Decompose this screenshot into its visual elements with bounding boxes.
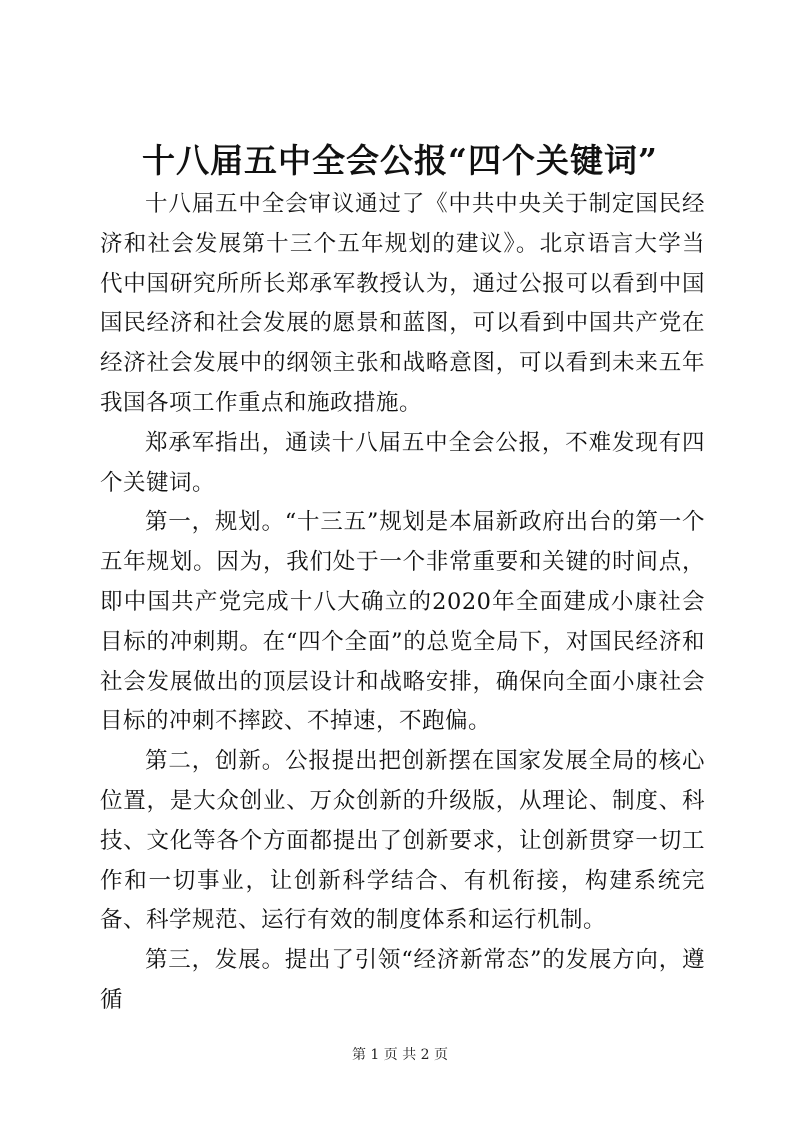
paragraph-innovation: 第二，创新。公报提出把创新摆在国家发展全局的核心位置，是大众创业、万众创新的升级版，从理论、制度、科技、文化等各个方面都提出了创新要求，让创新贯穿一切工作和一切事业，让创新科学结合、有机衔接，构建系统完备、科学规范、运行有效的制度体系和运行机制。: [100, 748, 705, 934]
paragraph-intro: 十八届五中全会审议通过了《中共中央关于制定国民经济和社会发展第十三个五年规划的建议》。北京语言大学当代中国研究所所长郑承军教授认为，通过公报可以看到中国国民经济和社会发展的愿景和蓝图，可以看到中国共产党在经济社会发展中的纲领主张和战略意图，可以看到未来五年我国各项工作重点和施政措施。: [100, 191, 705, 416]
paragraph-planning: 第一，规划。“十三五”规划是本届新政府出台的第一个五年规划。因为，我们处于一个非常重要和关键的时间点，即中国共产党完成十八大确立的2020年全面建成小康社会目标的冲刺期。在“四个全面”的总览全局下，对国民经济和社会发展做出的顶层设计和战略安排，确保向全面小康社会目标的冲刺不摔跤、不掉速，不跑偏。: [100, 509, 705, 735]
paragraph-keywords-summary: 郑承军指出，通读十八届五中全会公报，不难发现有四个关键词。: [100, 429, 705, 496]
document-title: 十八届五中全会公报“四个关键词”: [142, 141, 658, 180]
page-number-footer: 第 1 页 共 2 页: [351, 1047, 449, 1063]
document-body: [100, 185, 705, 1021]
paragraph-development: 第三，发展。提出了引领“经济新常态”的发展方向，遵循: [100, 947, 705, 1013]
